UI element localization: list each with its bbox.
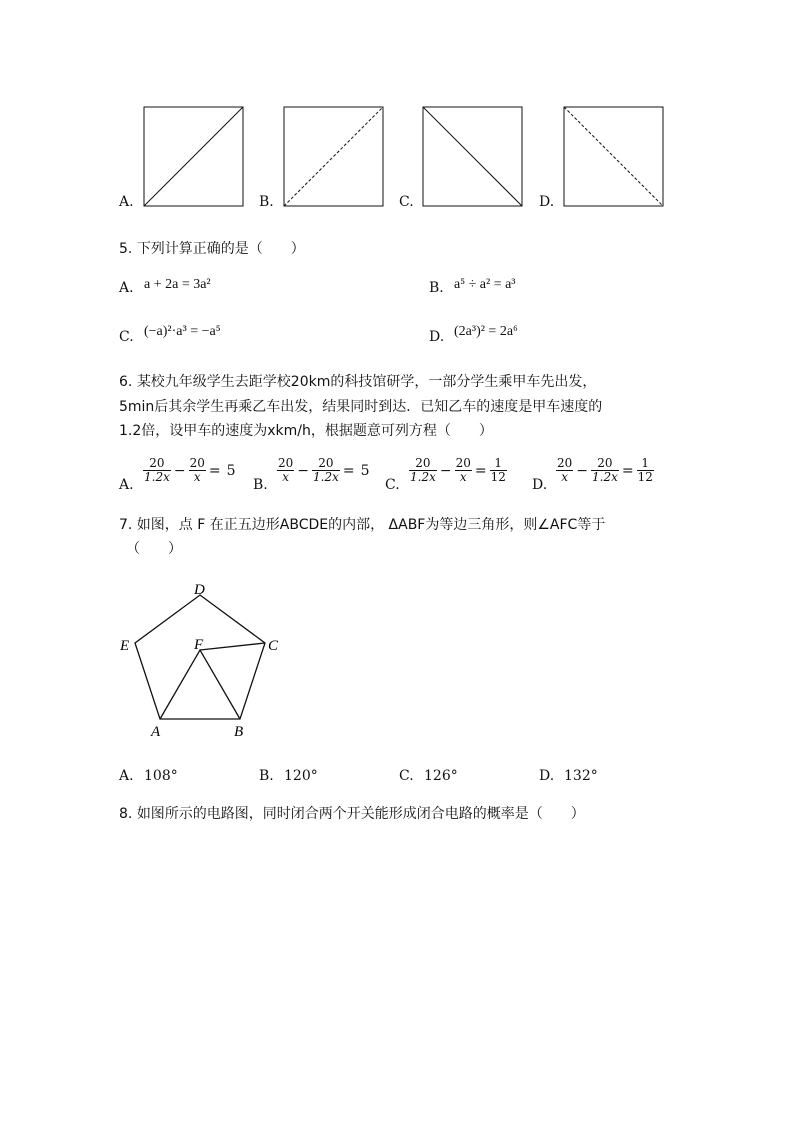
fraction: $\frac{20}{x}$ bbox=[278, 456, 294, 484]
q7-option-d-label: D. bbox=[539, 768, 555, 784]
q6-number: 6. bbox=[119, 374, 133, 390]
q4-option-b-label: B. bbox=[259, 194, 274, 210]
vertex-label-d: D bbox=[194, 582, 205, 598]
q7-option-c-value: 126° bbox=[424, 768, 458, 784]
triangle-abf bbox=[160, 650, 240, 719]
q7-option-c-label: C. bbox=[399, 768, 414, 784]
q6-line-1-text: 某校九年级学生去距学校20km的科技馆研学，一部分学生乘甲车先出发， bbox=[136, 374, 597, 390]
q6-option-d-equation: $\frac{20}{x}$ − $\frac{20}{1.2x}$ = $\frac{1}{12}$ bbox=[557, 456, 653, 484]
pentagon-figure bbox=[110, 575, 300, 745]
q5-option-c-expression: (−a)²·a³ = −a⁵ bbox=[144, 324, 221, 339]
q5-option-d-label: D. bbox=[429, 329, 445, 345]
q7-option-d-value: 132° bbox=[564, 768, 598, 784]
q5-option-b-expression: a⁵ ÷ a² = a³ bbox=[454, 277, 516, 292]
q7-option-b-value: 120° bbox=[284, 768, 318, 784]
segment-fc bbox=[200, 643, 265, 650]
q4-option-c-label: C. bbox=[399, 194, 414, 210]
q4-option-c-figure bbox=[422, 106, 524, 208]
fraction: $\frac{20}{1.2x}$ bbox=[144, 456, 170, 484]
q5-option-c-label: C. bbox=[119, 329, 134, 345]
pentagon-outline bbox=[135, 595, 265, 719]
q7-option-a-label: A. bbox=[119, 768, 134, 784]
vertex-label-f: F bbox=[194, 637, 204, 653]
q4-option-d-figure bbox=[563, 106, 665, 208]
q6-option-b-label: B. bbox=[253, 477, 268, 493]
q5-option-d-expression: (2a³)² = 2a⁶ bbox=[454, 324, 518, 339]
q7-option-a-value: 108° bbox=[144, 768, 178, 784]
q6-option-b-equation: $\frac{20}{x}$ − $\frac{20}{1.2x}$ = 5 bbox=[278, 456, 370, 484]
fraction: $\frac{1}{12}$ bbox=[490, 456, 506, 484]
q7-line-1: 7. 如图，点 F 在正五边形ABCDE的内部， ΔABF为等边三角形，则∠AFC等于 bbox=[119, 517, 606, 533]
fraction: $\frac{20}{x}$ bbox=[455, 456, 471, 484]
q5-option-a-expression: a + 2a = 3a² bbox=[144, 277, 211, 292]
q4-option-a-figure bbox=[143, 106, 245, 208]
q8-stem-text: 如图所示的电路图，同时闭合两个开关能形成闭合电路的概率是（ ） bbox=[136, 806, 585, 822]
q5-stem bbox=[119, 240, 305, 258]
q6-option-c-label: C. bbox=[385, 477, 400, 493]
q6-option-a-label: A. bbox=[119, 477, 134, 493]
fraction: $\frac{20}{1.2x}$ bbox=[410, 456, 436, 484]
q7-option-b-label: B. bbox=[259, 768, 274, 784]
vertex-label-c: C bbox=[268, 638, 279, 654]
fraction: $\frac{20}{1.2x}$ bbox=[313, 456, 339, 484]
q6-line-2: 5min后其余学生再乘乙车出发，结果同时到达．已知乙车的速度是甲车速度的 bbox=[119, 399, 603, 415]
q4-option-d-label: D. bbox=[539, 194, 555, 210]
vertex-label-e: E bbox=[120, 638, 130, 654]
q6-option-a-equation: $\frac{20}{1.2x}$ − $\frac{20}{x}$ = 5 bbox=[144, 456, 236, 484]
q6-line-3: 1.2倍，设甲车的速度为xkm/h，根据题意可列方程（ ） bbox=[119, 423, 493, 439]
q8-number: 8. bbox=[119, 806, 133, 822]
q6-option-c-equation: $\frac{20}{1.2x}$ − $\frac{20}{x}$ = $\frac{1}{12}$ bbox=[410, 456, 506, 484]
vertex-label-a: A bbox=[151, 724, 161, 740]
q6-option-d-label: D. bbox=[532, 477, 548, 493]
fraction: $\frac{20}{1.2x}$ bbox=[592, 456, 618, 484]
q4-option-a-label: A. bbox=[119, 194, 134, 210]
vertex-label-b: B bbox=[234, 724, 244, 740]
q5-stem-text: 下列计算正确的是（ ） bbox=[136, 241, 305, 257]
q4-option-b-figure bbox=[283, 106, 385, 208]
fraction: $\frac{1}{12}$ bbox=[637, 456, 653, 484]
q6-line-1 bbox=[119, 373, 596, 391]
q5-option-a-label: A. bbox=[119, 280, 134, 296]
q8-stem bbox=[119, 805, 585, 823]
q5-number: 5. bbox=[119, 241, 133, 257]
fraction: $\frac{20}{x}$ bbox=[189, 456, 205, 484]
fraction: $\frac{20}{x}$ bbox=[557, 456, 573, 484]
q7-line-2: （ ） bbox=[126, 541, 182, 557]
q5-option-b-label: B. bbox=[429, 280, 444, 296]
